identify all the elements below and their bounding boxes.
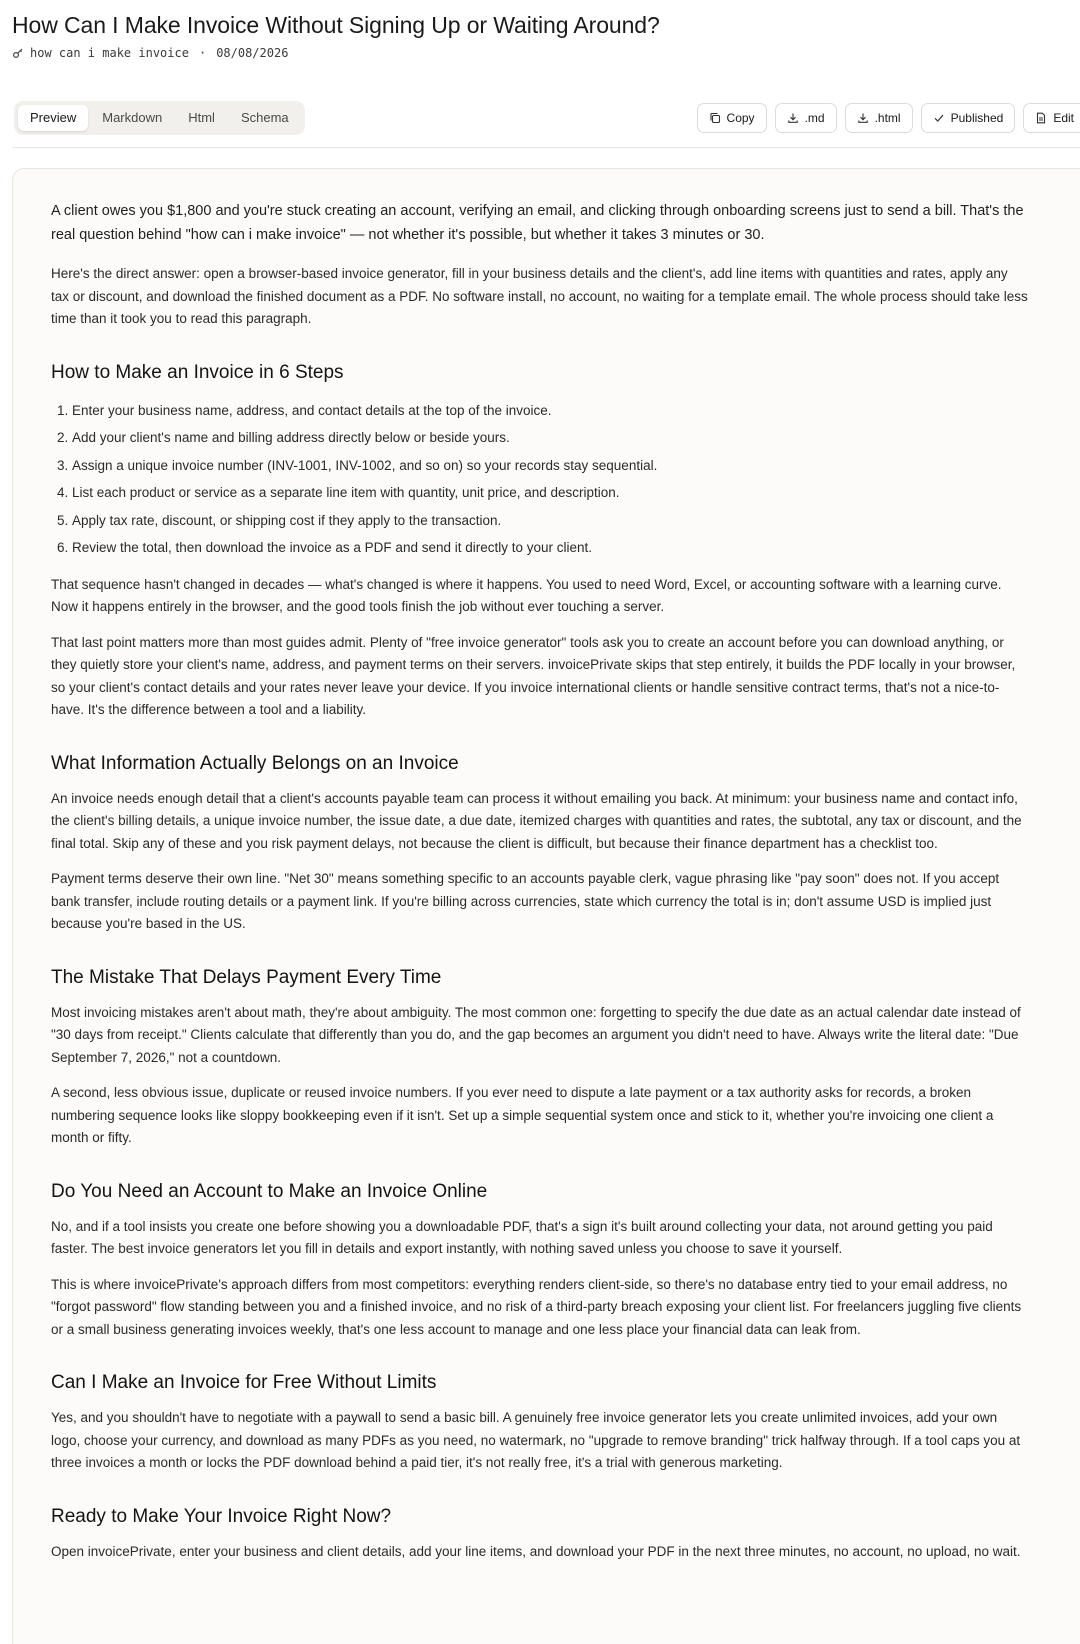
view-tabs: [14, 101, 305, 135]
tab-html[interactable]: Html: [188, 110, 215, 125]
edit-label: Edit: [1053, 111, 1074, 125]
published-button[interactable]: [921, 103, 1016, 133]
paragraph: Payment terms deserve their own line. "Net 30" means something specific to an accounts payable clerk, vague phrasing like "pay soon" does not. If you accept bank transfer, include routing details or a payment link. If you're billing across currencies, state which currency the total is in; don't assume USD is implied just because you're based in the US.: [51, 871, 1000, 931]
section-heading: The Mistake That Delays Payment Every Time: [51, 966, 442, 988]
section-heading: Ready to Make Your Invoice Right Now?: [51, 1505, 392, 1527]
section-heading: Do You Need an Account to Make an Invoice Online: [51, 1180, 488, 1202]
key-icon: [12, 47, 24, 59]
copy-button[interactable]: [697, 103, 767, 133]
keyword-label: how can i make invoice: [30, 46, 189, 60]
download-html-button[interactable]: [845, 103, 913, 133]
paragraph: An invoice needs enough detail that a client's accounts payable team can process it without emailing you back. At minimum: your business name and contact info, the client's billing details, a unique invoice number, the issue date, a due date, itemized charges with quantities and rates, the subtotal, any tax or discount, and the final total. Skip any of these and you risk payment delays, not because the client is difficult, but because their finance department has a checklist too.: [51, 790, 1022, 851]
document-icon: [1035, 112, 1047, 124]
intro-paragraph: A client owes you $1,800 and you're stuck creating an account, verifying an email, and clicking through onboarding screens just to send a bill. That's the real question behind "how can i make invoice" — not whether it's possible, but whether it takes 3 minutes or 30.: [51, 203, 1024, 243]
publish-date: 08/08/2026: [216, 46, 289, 60]
check-icon: [933, 112, 945, 124]
section-heading: How to Make an Invoice in 6 Steps: [51, 361, 344, 383]
section-heading: What Information Actually Belongs on an Invoice: [51, 752, 459, 774]
paragraph: Open invoicePrivate, enter your business and client details, add your line items, and download your PDF in the next three minutes, no account, no upload, no wait.: [51, 1543, 1021, 1559]
meta-line: [12, 46, 1080, 60]
paragraph: A second, less obvious issue, duplicate or reused invoice numbers. If you ever need to dispute a late payment or a tax authority asks for records, a broken numbering sequence looks like sloppy bookkeeping even if it isn't. Set up a simple sequential system once and stick to it, whether you're invoicing one client a month or fifty.: [51, 1085, 994, 1145]
list-item: 1. Enter your business name, address, and contact details at the top of the invoice.: [57, 402, 552, 418]
edit-button[interactable]: [1023, 103, 1080, 133]
paragraph: Yes, and you shouldn't have to negotiate with a paywall to send a basic bill. A genuinely free invoice generator lets you create unlimited invoices, add your own logo, choose your currency, and download as many PDFs as you need, no watermark, no "upgrade to remove branding" trick halfway through. If a tool caps you at three invoices a month or locks the PDF download behind a paid tier, it's not really free, it's a trial with generous marketing.: [51, 1410, 1021, 1470]
tab-schema[interactable]: Schema: [240, 110, 289, 125]
download-icon: [787, 112, 799, 124]
list-item: 3. Assign a unique invoice number (INV-1001, INV-1002, and so on) so your records stay sequential.: [57, 457, 658, 473]
section-heading: Can I Make an Invoice for Free Without Limits: [51, 1372, 437, 1393]
tab-preview[interactable]: Preview: [18, 105, 88, 131]
page-header: [12, 8, 1080, 60]
action-buttons: [697, 103, 1080, 133]
page-title: How Can I Make Invoice Without Signing Up or Waiting Around?: [12, 12, 660, 38]
tab-markdown[interactable]: Markdown: [102, 110, 163, 125]
list-item: 5. Apply tax rate, discount, or shipping cost if they apply to the transaction.: [57, 512, 502, 528]
steps-list: [51, 397, 1029, 562]
preview-panel: [12, 168, 1080, 1644]
paragraph: That sequence hasn't changed in decades — what's changed is where it happens. You used to need Word, Excel, or accounting software with a learning curve. Now it happens entirely in the browser, and the good tools finish the job without ever touching a server.: [51, 576, 1002, 614]
toolbar-divider: [12, 147, 1080, 148]
list-item: 4. List each product or service as a separate line item with quantity, unit price, and description.: [57, 485, 620, 500]
paragraph: No, and if a tool insists you create one before showing you a downloadable PDF, that's a sign it's built around collecting your data, not around getting you paid faster. The best invoice generators let you fill in details and export instantly, with nothing saved unless you choose to save it yourself.: [51, 1218, 993, 1256]
download-md-button[interactable]: [775, 103, 837, 133]
list-item: 6. Review the total, then download the invoice as a PDF and send it directly to your client.: [57, 540, 593, 555]
list-item: 2. Add your client's name and billing address directly below or beside yours.: [57, 430, 510, 445]
paragraph: This is where invoicePrivate's approach differs from most competitors: everything renders client-side, so there's no database entry tied to your email address, no "forgot password" flow standing between you and a finished invoice, and no risk of a third-party breach exposing your client list. For freelancers juggling five clients or a small business generating invoices weekly, that's one less account to manage and one less place your financial data can leak from.: [51, 1276, 1022, 1337]
paragraph: Most invoicing mistakes aren't about math, they're about ambiguity. The most common one: forgetting to specify the due date as an actual calendar date instead of "30 days from receipt." Clients calculate that differently than you do, and the gap becomes an argument you didn't need to have. Always write the literal date: "Due September 7, 2026," not a countdown.: [51, 1004, 1021, 1065]
published-label: Published: [950, 111, 1004, 125]
download-html-label: .html: [874, 111, 901, 125]
answer-paragraph: Here's the direct answer: open a browser-based invoice generator, fill in your business details and the client's, add line items with quantities and rates, apply any tax or discount, and download the finished document as a PDF. No software install, no account, no waiting for a template email. The whole process should take less time than it took you to read this paragraph.: [51, 266, 1028, 326]
paragraph: That last point matters more than most guides admit. Plenty of "free invoice generator" tools ask you to create an account before you can download anything, or they quietly store your client's name, address, and payment terms on their servers. invoicePrivate skips that step entirely, it builds the PDF locally in your browser, so your client's contact details and your rates never leave your device. If you invoice international clients or handle sensitive contract terms, that's not a nice-to-have. It's the difference between a tool and a liability.: [51, 634, 1016, 717]
toolbar: [12, 101, 1080, 137]
copy-icon: [709, 112, 721, 124]
copy-label: Copy: [726, 111, 755, 125]
meta-separator: ·: [198, 46, 207, 60]
download-icon: [857, 112, 869, 124]
download-md-label: .md: [804, 111, 825, 125]
article-body: [13, 169, 1065, 1563]
